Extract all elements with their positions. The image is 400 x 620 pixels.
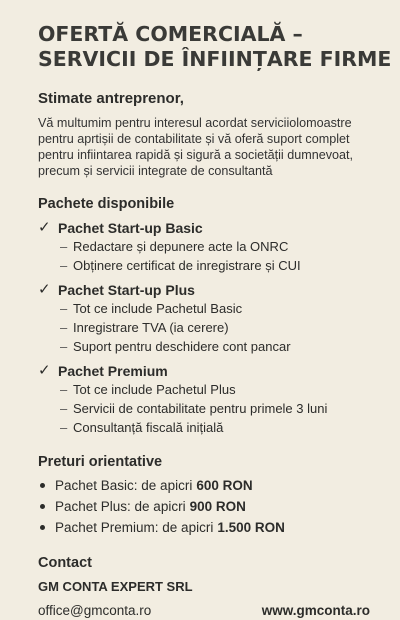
price-label: Pachet Premium: de apicri bbox=[55, 520, 214, 535]
list-item bbox=[60, 399, 370, 418]
check-icon: ✓ bbox=[38, 281, 51, 298]
list-item-text: Tot ce include Pachetul Basic bbox=[73, 301, 243, 316]
list-item bbox=[60, 418, 370, 437]
package-items bbox=[38, 299, 370, 356]
bullet-icon bbox=[40, 504, 45, 509]
price-amount: 600 RON bbox=[196, 478, 253, 493]
list-item-text: Redactare și depunere acte la ONRC bbox=[73, 239, 289, 254]
package-premium bbox=[38, 362, 370, 437]
package-title bbox=[38, 362, 370, 380]
list-item bbox=[60, 318, 370, 337]
intro-line: precum și servicii integrate de consultantă bbox=[38, 164, 273, 178]
package-plus bbox=[38, 281, 370, 356]
contact-row bbox=[38, 602, 370, 620]
packages-heading: Pachete disponibile bbox=[38, 196, 175, 212]
price-label: Pachet Basic: de apicri bbox=[55, 478, 193, 493]
dash-icon: – bbox=[60, 301, 68, 316]
package-name: Pachet Start-up Basic bbox=[58, 220, 203, 236]
dash-icon: – bbox=[60, 382, 68, 397]
package-title bbox=[38, 219, 370, 237]
list-item-text: Tot ce include Pachetul Plus bbox=[73, 382, 236, 397]
list-item bbox=[60, 337, 370, 356]
intro-line: Vă multumim pentru interesul acordat serviciiolomoastre bbox=[38, 116, 352, 130]
dash-icon: – bbox=[60, 320, 68, 335]
price-amount: 900 RON bbox=[189, 499, 246, 514]
contact-heading: Contact bbox=[38, 555, 92, 571]
dash-icon: – bbox=[60, 420, 68, 435]
package-name: Pachet Premium bbox=[58, 363, 168, 379]
greeting: Stimate antreprenor, bbox=[38, 90, 184, 107]
list-item-text: Suport pentru deschidere cont pancar bbox=[73, 339, 291, 354]
list-item bbox=[60, 380, 370, 399]
company-name: GM CONTA EXPERT SRL bbox=[38, 579, 193, 594]
package-name: Pachet Start-up Plus bbox=[58, 282, 195, 298]
website-link[interactable]: www.gmconta.ro bbox=[261, 603, 370, 618]
intro-line: pentru aprtișii de contabilitate și vă oferă suport complet bbox=[38, 132, 350, 146]
check-icon: ✓ bbox=[38, 362, 51, 379]
list-item-text: Servicii de contabilitate pentru primele 3 luni bbox=[73, 401, 328, 416]
intro-paragraph bbox=[38, 115, 370, 179]
dash-icon: – bbox=[60, 401, 68, 416]
dash-icon: – bbox=[60, 239, 68, 254]
list-item-text: Consultanță fiscală inițială bbox=[73, 420, 224, 435]
list-item bbox=[60, 256, 370, 275]
list-item-text: Obținere certificat de inregistrare și CUI bbox=[73, 258, 301, 273]
dash-icon: – bbox=[60, 258, 68, 273]
list-item bbox=[60, 299, 370, 318]
check-icon: ✓ bbox=[38, 219, 51, 236]
package-items bbox=[38, 237, 370, 275]
dash-icon: – bbox=[60, 339, 68, 354]
title-line-1: OFERTĂ COMERCIALĂ – bbox=[38, 22, 303, 46]
price-item bbox=[40, 517, 370, 538]
price-list bbox=[38, 475, 370, 538]
package-title bbox=[38, 281, 370, 299]
bullet-icon bbox=[40, 525, 45, 530]
package-basic bbox=[38, 219, 370, 275]
email-link[interactable]: office@gmconta.ro bbox=[38, 603, 152, 618]
package-items bbox=[38, 380, 370, 437]
price-amount: 1.500 RON bbox=[217, 520, 285, 535]
intro-line: pentru infiintarea rapidă și sigură a societății dumnevoat, bbox=[38, 148, 354, 162]
price-item bbox=[40, 496, 370, 517]
bullet-icon bbox=[40, 483, 45, 488]
title-line-2: SERVICII DE ÎNFIINȚARE FIRME bbox=[38, 47, 392, 71]
list-item-text: Inregistrare TVA (ia cerere) bbox=[73, 320, 229, 335]
prices-heading: Preturi orientative bbox=[38, 454, 163, 470]
list-item bbox=[60, 237, 370, 256]
price-label: Pachet Plus: de apicri bbox=[55, 499, 186, 514]
page-title bbox=[38, 22, 392, 72]
price-item bbox=[40, 475, 370, 496]
